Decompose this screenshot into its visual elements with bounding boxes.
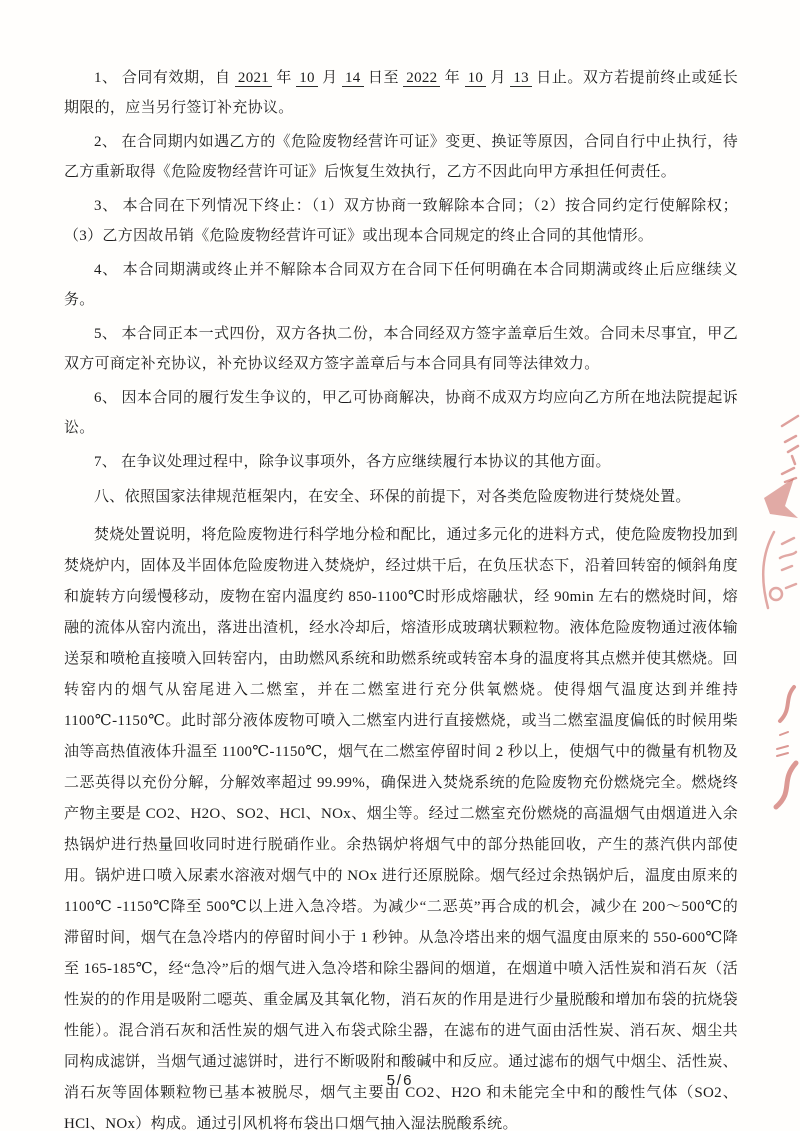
clause-1-term-validity bbox=[64, 64, 738, 123]
month-label: 月 bbox=[322, 70, 338, 86]
clause-6-dispute-resolution: 6、 因本合同的履行发生争议的，甲乙可协商解决，协商不成双方均应向乙方所在地法院提起诉讼。 bbox=[64, 390, 738, 436]
clause-7-continued-performance: 7、 在争议处理过程中，除争议事项外，各方应继续履行本协议的其他方面。 bbox=[94, 454, 611, 470]
start-day-value: 14 bbox=[342, 70, 364, 87]
end-day-value: 13 bbox=[510, 70, 532, 87]
contract-body bbox=[64, 64, 738, 1131]
red-ink-marks bbox=[766, 683, 800, 811]
clause-3-termination-conditions: 3、 本合同在下列情况下终止：（1）双方协商一致解除本合同；（2）按合同约定行使解除权；（3）乙方因故吊销《危险废物经营许可证》或出现本合同规定的终止合同的其他情形。 bbox=[64, 198, 738, 244]
clause-1-lead: 1、 合同有效期，自 bbox=[94, 70, 231, 86]
day-to-label: 日至 bbox=[367, 70, 399, 86]
end-year-value: 2022 bbox=[403, 70, 440, 87]
incineration-description-paragraph: 焚烧处置说明，将危险废物进行科学地分检和配比，通过多元化的进料方式，使危险废物投加到焚烧炉内，固体及半固体危险废物进入焚烧炉，经过烘干后，在负压状态下，沿着回转窑的倾斜角度和旋转方向缓慢移动，废物在窑内温度约 850-1100℃时形成熔融状，经 90min 左右的燃烧时间，熔融的流体从窑内流出，落进出渣机，经水冷却后，熔渣形成玻璃状颗粒物。液体危险废物通过液体输送泵和喷枪直接喷入回转窑内，由助燃风系统和助燃系统或转窑本身的温度将其点燃并使其燃烧。回转窑内的烟气从窑尾进入二燃室，并在二燃室进行充分供氧燃烧。使得烟气温度达到并维持 1100℃-1150℃。此时部分液体废物可喷入二燃室内进行直接燃烧，或当二燃室温度偏低的时候用柴油等高热值液体升温至 1100℃-1150℃，烟气在二燃室停留时间 2 秒以上，使烟气中的微量有机物及二恶英得以充份分解，分解效率超过 99.99%，确保进入焚烧系统的危险废物充份燃烧完全。燃烧终产物主要是 CO2、H2O、SO2、HCl、NOx、烟尘等。经过二燃室充份燃烧的高温烟气由烟道进入余热锅炉进行热量回收同时进行脱硝作业。余热锅炉将烟气中的部分热能回收，产生的蒸汽供内部使用。锅炉进口喷入尿素水溶液对烟气中的 NOx 进行还原脱除。烟气经过余热锅炉后，温度由原来的 1100℃ -1150℃降至 500℃以上进入急冷塔。为减少“二恶英”再合成的机会，减少在 200～500℃的滞留时间，烟气在急冷塔内的停留时间小于 1 秒钟。从急冷塔出来的烟气温度由原来的 550-600℃降至 165-185℃，经“急冷”后的烟气进入急冷塔和除尘器间的烟道，在烟道中喷入活性炭和消石灰（活性炭的的作用是吸附二噁英、重金属及其氧化物，消石灰的作用是进行少量脱酸和增加布袋的抗烧袋性能）。混合消石灰和活性炭的烟气进入布袋式除尘器，在滤布的进气面由活性炭、消石灰、烟尘共同构成滤饼，当烟气通过滤饼时，进行不断吸附和酸碱中和反应。通过滤布的烟气中烟尘、活性炭、消石灰等固体颗粒物已基本被脱尽，烟气主要由 CO2、H2O 和未能完全中和的酸性气体（SO2、HCl、NOx）构成。通过引风机将布袋出口烟气抽入湿法脱酸系统。 bbox=[64, 527, 738, 1131]
month-label-2: 月 bbox=[490, 70, 507, 86]
start-month-value: 10 bbox=[296, 70, 318, 87]
clause-4-surviving-obligations: 4、 本合同期满或终止并不解除本合同双方在合同下任何明确在本合同期满或终止后应继续义务。 bbox=[64, 262, 738, 308]
clause-2-license-change: 2、 在合同期内如遇乙方的《危险废物经营许可证》变更、换证等原因，合同自行中止执行，待乙方重新取得《危险废物经营许可证》后恢复生效执行，乙方不因此向甲方承担任何责任。 bbox=[64, 134, 738, 180]
page-number-indicator: 5/6 bbox=[386, 1072, 414, 1089]
year-label: 年 bbox=[276, 70, 292, 86]
year-label-2: 年 bbox=[444, 70, 461, 86]
end-month-value: 10 bbox=[465, 70, 487, 87]
clause-5-counterparts-effectiveness: 5、 本合同正本一式四份，双方各执二份，本合同经双方签字盖章后生效。合同未尽事宜，甲乙双方可商定补充协议，补充协议经双方签字盖章后与本合同具有同等法律效力。 bbox=[64, 326, 738, 372]
official-seal-fragment-icon bbox=[752, 412, 800, 624]
clause-8-incineration-disposal: 八、依照国家法律规范框架内，在安全、环保的前提下，对各类危险废物进行焚烧处置。 bbox=[94, 488, 691, 505]
start-year-value: 2021 bbox=[235, 70, 272, 87]
clause-1-tail: 日止。双方若提前终止或延长期限的，应当另行签订补充协议。 bbox=[64, 70, 738, 116]
